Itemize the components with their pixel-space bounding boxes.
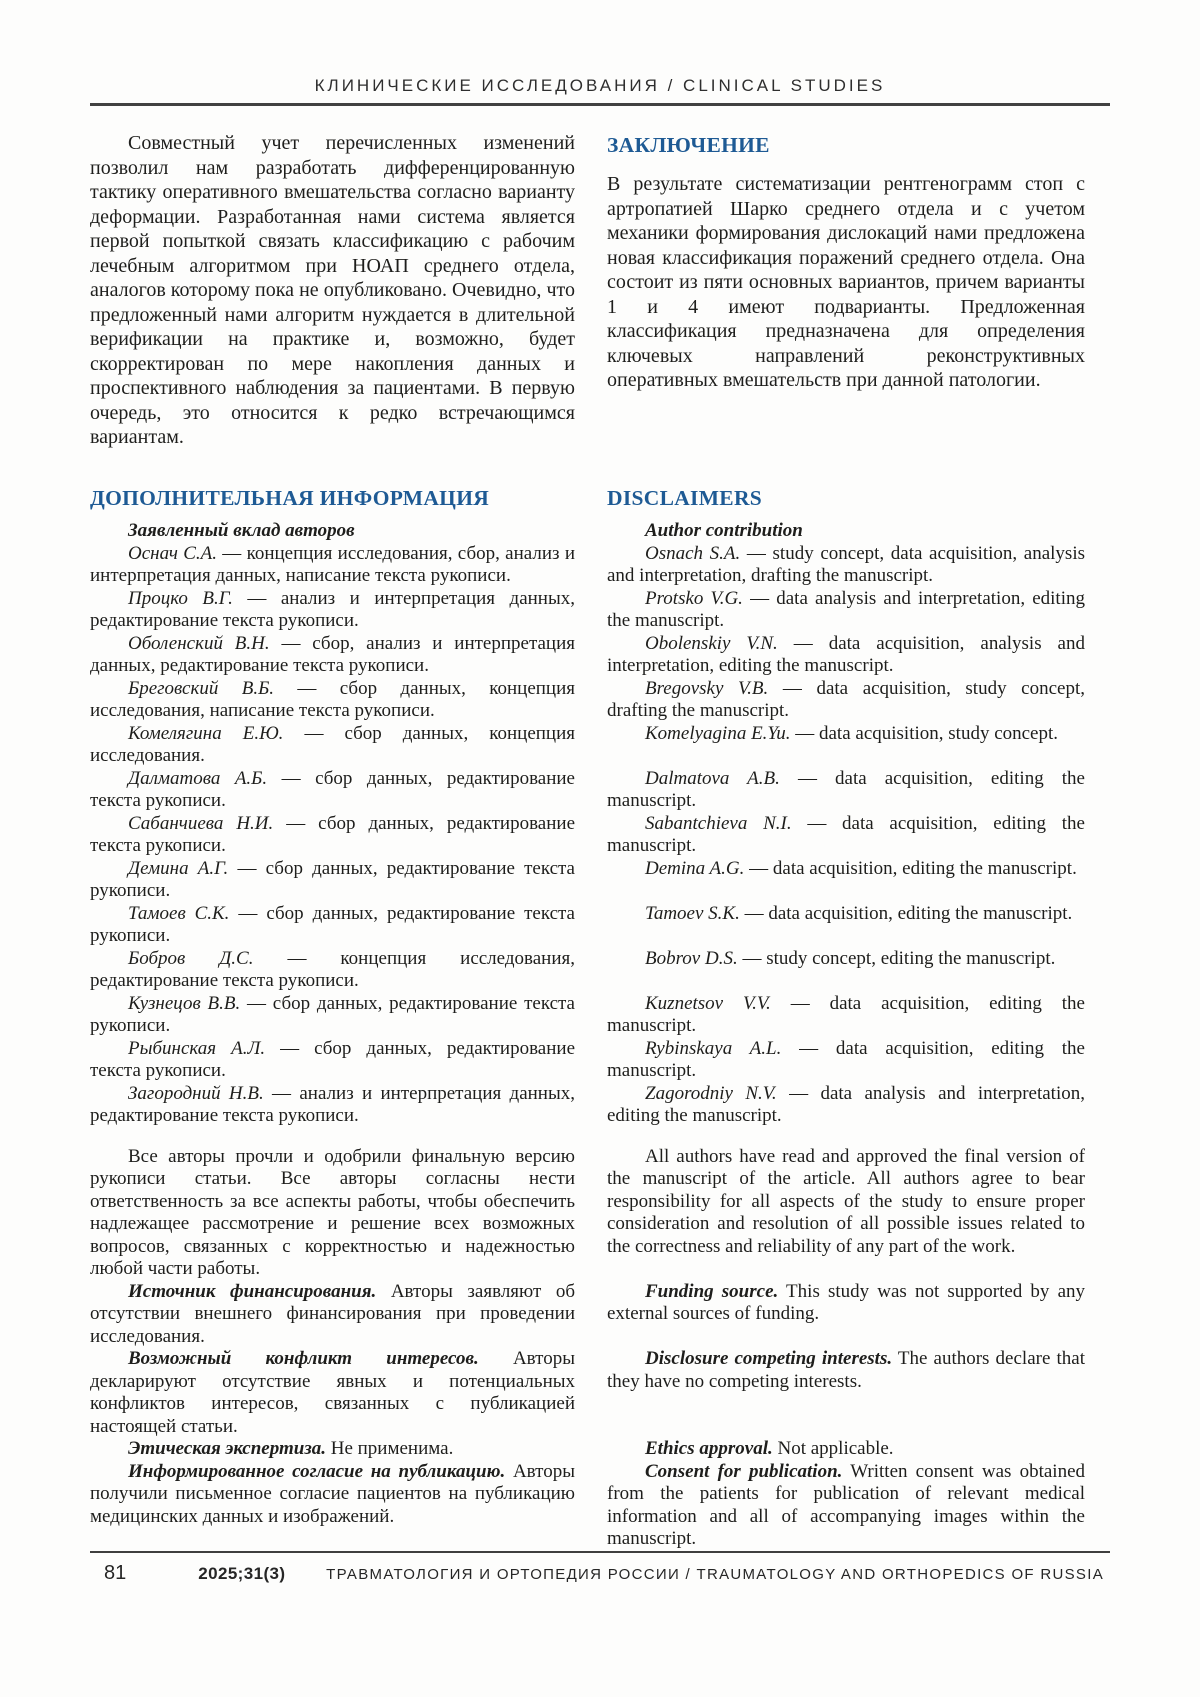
conclusion-heading: ЗАКЛЮЧЕНИЕ (607, 133, 770, 157)
lead-label: Zagorodniy N.V. (645, 1082, 777, 1104)
lead-label: Загородний Н.В. (128, 1082, 264, 1104)
conclusion-block (607, 131, 1085, 393)
lead-label: Kuznetsov V.V. (645, 992, 771, 1014)
contribution-cell-ru: Кузнецов В.В. — сбор данных, редактирование текста рукописи. (90, 992, 575, 1036)
contribution-row (90, 543, 1110, 588)
contribution-cell-ru: Комелягина Е.Ю. — сбор данных, концепция исследования. (90, 722, 575, 766)
lead-label: Сабанчиева Н.И. (128, 812, 274, 834)
contribution-cell-ru: Информированное согласие на публикацию. Авторы получили письменное согласие пациентов на публикацию медицинских данных и изображений. (90, 1460, 575, 1527)
lead-label: Disclosure competing interests. (645, 1348, 893, 1369)
intro-section (90, 131, 1110, 450)
contribution-cell-en: Demina A.G. — data acquisition, editing the manuscript. (645, 857, 1077, 879)
lead-label: Obolenskiy V.N. (645, 632, 778, 654)
contribution-row (90, 948, 1110, 993)
contribution-cell-en: Rybinskaya A.L. — data acquisition, editing the manuscript. (607, 1037, 1085, 1081)
contribution-row (90, 1461, 1110, 1551)
contribution-cell-en: Obolenskiy V.N. — data acquisition, analysis and interpretation, editing the manuscript. (607, 632, 1085, 676)
lead-label: Funding source. (645, 1280, 779, 1302)
contribution-cell-ru: Бреговский В.Б. — сбор данных, концепция исследования, написание текста рукописи. (90, 677, 576, 721)
lead-label: Информированное согласие на публикацию. (128, 1460, 506, 1482)
disclaimers-headings (90, 484, 1110, 512)
lead-label: Sabantchieva N.I. (645, 812, 792, 834)
contribution-cell-en: Protsko V.G. — data analysis and interpretation, editing the manuscript. (607, 587, 1085, 631)
contribution-row (90, 723, 1110, 768)
contribution-row (90, 678, 1110, 723)
contribution-cell-en: Zagorodniy N.V. — data analysis and interpretation, editing the manuscript. (607, 1082, 1085, 1126)
additional-info-heading-ru: ДОПОЛНИТЕЛЬНАЯ ИНФОРМАЦИЯ (90, 486, 490, 510)
contribution-cell-ru: Тамоев С.К. — сбор данных, редактирование текста рукописи. (90, 902, 575, 946)
lead-label: Заявленный вклад авторов (128, 520, 355, 541)
lead-label: Bobrov D.S. (645, 947, 738, 969)
lead-label: Демина А.Г. (128, 857, 229, 879)
lead-label: Osnach S.A. (645, 542, 741, 564)
contribution-cell-en: All authors have read and approved the final version of the manuscript of the article. All authors agree to bear responsibility for all aspects of the study to ensure proper consideration and resolution of all possible issues related to the correctness and reliability of any part of the work. (607, 1145, 1085, 1257)
contribution-row (90, 858, 1110, 903)
contribution-row (90, 813, 1110, 858)
contribution-cell-ru: Оснач С.А. — концепция исследования, сбор, анализ и интерпретация данных, написание текста рукописи. (90, 542, 575, 586)
discussion-paragraph-ru: Совместный учет перечисленных изменений позволил нам разработать дифференцированную тактику оперативного вмешательства согласно варианту деформации. Разработанная нами система является первой попыткой связать классификацию с рабочим лечебным алгоритмом при НОАП среднего отдела, аналогов которому пока не опубликовано. Очевидно, что предложенный нами алгоритм нуждается в длительной верификации на практике и, возможно, будет скорректирован по мере накопления данных и проспективного наблюдения за пациентами. В первую очередь, это относится к редко встречающимся вариантам. (90, 132, 575, 448)
contribution-cell-ru (90, 520, 575, 543)
lead-label: Рыбинская А.Л. (128, 1037, 266, 1059)
conclusion-paragraph: В результате систематизации рентгенограмм стоп с артропатией Шарко среднего отдела и с учетом механики формирования дислокаций нами предложена новая классификация поражений среднего отдела. Она состоит из пяти основных вариантов, причем варианты 1 и 4 имеют подварианты. Предложенная классификация предназначена для определения ключевых направлений реконструктивных оперативных вмешательств при данной патологии. (607, 173, 1085, 391)
contribution-cell-ru: Процко В.Г. — анализ и интерпретация данных, редактирование текста рукописи. (90, 587, 575, 631)
lead-label: Кузнецов В.В. (128, 992, 241, 1014)
journal-title: ТРАВМАТОЛОГИЯ И ОРТОПЕДИЯ РОССИИ / TRAUMATOLOGY AND ORTHOPEDICS OF RUSSIA (326, 1566, 1104, 1583)
lead-label: Demina A.G. (645, 857, 745, 879)
lead-label: Rybinskaya A.L. (645, 1037, 782, 1059)
contribution-row (90, 1146, 1110, 1281)
contribution-row (90, 520, 1110, 543)
contribution-grid (90, 520, 1110, 1551)
issue-number: 2025;31(3) (198, 1564, 286, 1583)
contribution-cell-ru: Демина А.Г. — сбор данных, редактирование текста рукописи. (90, 857, 575, 901)
lead-label: Consent for publication. (645, 1460, 843, 1482)
contribution-row (90, 993, 1110, 1038)
lead-label: Bregovsky V.B. (645, 677, 769, 699)
lead-label: Комелягина Е.Ю. (128, 722, 284, 744)
contribution-cell-en: Sabantchieva N.I. — data acquisition, editing the manuscript. (607, 812, 1085, 856)
page-footer (90, 1551, 1110, 1585)
lead-label: Бобров Д.С. (128, 947, 254, 969)
contribution-cell-ru: Этическая экспертиза. Не применима. (128, 1438, 454, 1459)
lead-label: Далматова А.Б. (128, 767, 268, 789)
contribution-cell-ru: Источник финансирования. Авторы заявляют об отсутствии внешнего финансирования при проведении исследования. (90, 1280, 575, 1347)
contribution-cell-en: Kuznetsov V.V. — data acquisition, editing the manuscript. (607, 992, 1085, 1036)
contribution-row (90, 1038, 1110, 1083)
contribution-cell-ru: Загородний Н.В. — анализ и интерпретация данных, редактирование текста рукописи. (90, 1082, 575, 1126)
lead-label: Возможный конфликт интересов. (128, 1348, 479, 1369)
lead-label: Процко В.Г. (128, 587, 233, 609)
contribution-cell-en: Consent for publication. Written consent was obtained from the patients for publication of relevant medical information and all of accompanying images within the manuscript. (607, 1460, 1085, 1549)
contribution-cell-en: Tamoev S.K. — data acquisition, editing the manuscript. (645, 902, 1073, 924)
contribution-row (90, 1348, 1110, 1438)
contribution-row (90, 1083, 1110, 1128)
disclaimers-heading-en: DISCLAIMERS (607, 486, 763, 510)
contribution-cell-ru: Оболенский В.Н. — сбор, анализ и интерпретация данных, редактирование текста рукописи. (90, 632, 575, 676)
lead-label: Этическая экспертиза. (128, 1438, 326, 1459)
disclaimers-section (90, 484, 1110, 1551)
contribution-cell-en: Bobrov D.S. — study concept, editing the manuscript. (645, 947, 1056, 969)
contribution-row (90, 1438, 1110, 1461)
contribution-cell-en: Komelyagina E.Yu. — data acquisition, study concept. (645, 722, 1059, 744)
lead-label: Author contribution (645, 520, 803, 541)
contribution-cell-ru: Возможный конфликт интересов. Авторы декларируют отсутствие явных и потенциальных конфликтов интересов, связанных с публикацией настоящей статьи. (90, 1348, 576, 1437)
contribution-cell-ru: Рыбинская А.Л. — сбор данных, редактирование текста рукописи. (90, 1037, 576, 1081)
contribution-row (90, 903, 1110, 948)
contribution-cell-ru: Далматова А.Б. — сбор данных, редактирование текста рукописи. (90, 767, 575, 811)
page-number: 81 (104, 1562, 127, 1584)
contribution-row (90, 768, 1110, 813)
contribution-row (90, 633, 1110, 678)
lead-label: Tamoev S.K. (645, 902, 740, 924)
contribution-row (90, 1281, 1110, 1349)
lead-label: Komelyagina E.Yu. (645, 722, 791, 744)
contribution-cell-ru: Бобров Д.С. — концепция исследования, редактирование текста рукописи. (90, 947, 575, 991)
contribution-cell-en: Disclosure competing interests. The authors declare that they have no competing interests. (607, 1348, 1085, 1392)
running-head: КЛИНИЧЕСКИЕ ИССЛЕДОВАНИЯ / CLINICAL STUDIES (90, 76, 1110, 106)
lead-label: Protsko V.G. (645, 587, 743, 609)
lead-label: Оснач С.А. (128, 542, 217, 564)
contribution-cell-ru: Все авторы прочли и одобрили финальную версию рукописи статьи. Все авторы согласны нести ответственность за все аспекты работы, чтобы обеспечить надлежащее рассмотрение и решение всех возможных вопросов, связанных с корректностью и надежностью любой части работы. (90, 1145, 575, 1279)
contribution-cell-en: Bregovsky V.B. — data acquisition, study concept, drafting the manuscript. (607, 677, 1085, 721)
lead-label: Бреговский В.Б. (128, 677, 275, 699)
lead-label: Оболенский В.Н. (128, 632, 270, 654)
lead-label: Источник финансирования. (128, 1280, 377, 1302)
contribution-cell-en: Ethics approval. Not applicable. (645, 1438, 894, 1459)
contribution-row (90, 588, 1110, 633)
contribution-cell-en: Osnach S.A. — study concept, data acquisition, analysis and interpretation, drafting the manuscript. (607, 542, 1086, 586)
contribution-cell-ru: Сабанчиева Н.И. — сбор данных, редактирование текста рукописи. (90, 812, 576, 856)
contribution-cell-en: Funding source. This study was not supported by any external sources of funding. (607, 1280, 1085, 1324)
lead-label: Ethics approval. (645, 1438, 773, 1459)
contribution-cell-en: Dalmatova A.B. — data acquisition, editing the manuscript. (607, 767, 1085, 811)
lead-label: Тамоев С.К. (128, 902, 230, 924)
contribution-cell-en (607, 520, 1085, 543)
lead-label: Dalmatova A.B. (645, 767, 780, 789)
